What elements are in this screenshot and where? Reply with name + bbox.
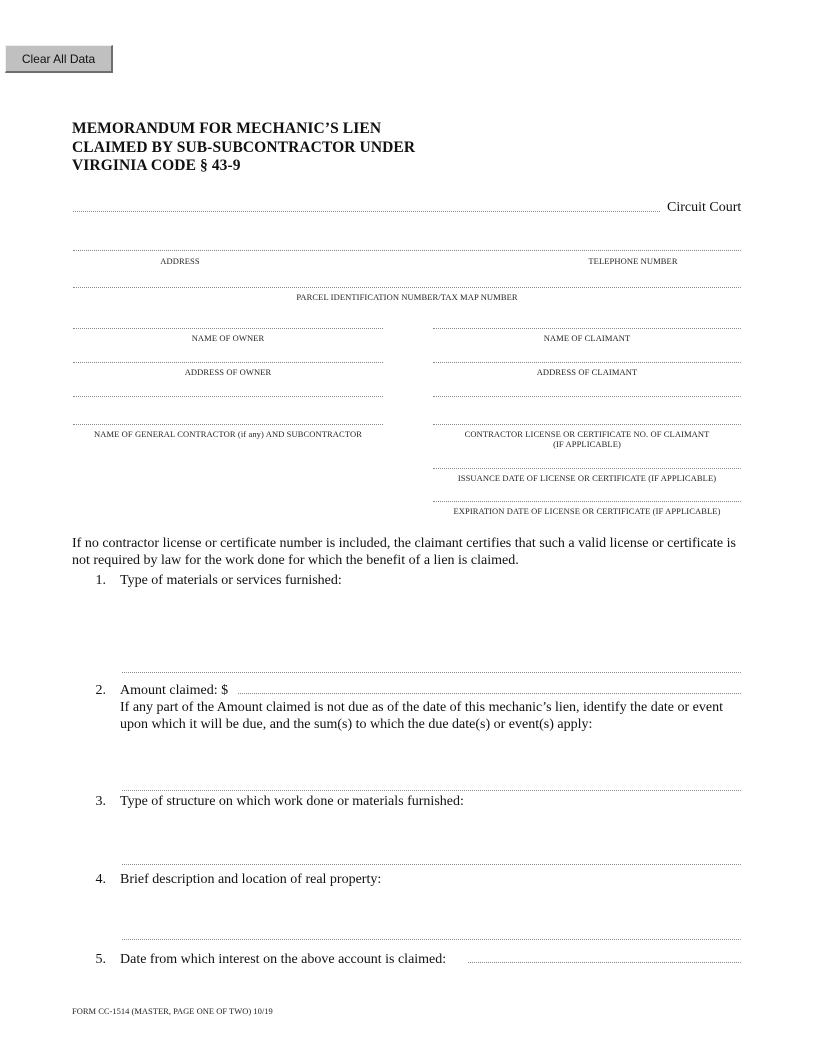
owner-name-line [73,328,383,329]
materials-input[interactable] [122,592,741,670]
claimant-address-input-2[interactable] [433,380,741,396]
address-telephone-line [73,250,741,251]
issuance-date-caption: ISSUANCE DATE OF LICENSE OR CERTIFICATE (IF APPLICABLE) [457,473,717,483]
circuit-court-label: Circuit Court [667,200,742,215]
amount-line [238,693,741,694]
address-caption: ADDRESS [160,256,200,266]
court-line [73,211,660,212]
claimant-name-line [433,328,741,329]
license-number-caption [425,429,749,449]
item-1-label: Type of materials or services furnished: [120,573,342,588]
general-contractor-line [73,424,383,425]
amount-input[interactable] [238,677,741,693]
issuance-date-line [433,468,741,469]
form-title [72,120,415,176]
item-1-number: 1. [95,573,106,588]
item-2-number: 2. [95,683,106,698]
owner-address-input-2[interactable] [73,380,383,396]
owner-name-caption: NAME OF OWNER [191,333,265,343]
property-description-input[interactable] [122,891,741,937]
owner-address-line [73,362,383,363]
claimant-address-line-2 [433,396,741,397]
expiration-date-caption: EXPIRATION DATE OF LICENSE OR CERTIFICATE (IF APPLICABLE) [453,506,721,516]
item-5-label: Date from which interest on the above account is claimed: [120,952,447,967]
item-3-label: Type of structure on which work done or materials furnished: [120,794,464,809]
form-footer: FORM CC-1514 (MASTER, PAGE ONE OF TWO) 10/19 [72,1006,273,1016]
license-number-input[interactable] [433,408,741,424]
issuance-date-input[interactable] [433,452,741,468]
parcel-caption: PARCEL IDENTIFICATION NUMBER/TAX MAP NUMBER [296,292,518,302]
claimant-address-caption: ADDRESS OF CLAIMANT [536,367,638,377]
license-number-caption-line-1: CONTRACTOR LICENSE OR CERTIFICATE NO. OF CLAIMANT [464,429,710,439]
item-2-label: Amount claimed: $ [120,683,229,698]
title-line-2: CLAIMED BY SUB-SUBCONTRACTOR UNDER [72,138,416,156]
owner-address-input[interactable] [73,346,383,362]
structure-type-input[interactable] [122,813,741,863]
telephone-input[interactable] [525,234,741,250]
item-4-label: Brief description and location of real property: [120,872,382,887]
expiration-date-input[interactable] [433,485,741,501]
telephone-caption: TELEPHONE NUMBER [588,256,678,266]
item-3-number: 3. [95,794,106,809]
title-line-1: MEMORANDUM FOR MECHANIC’S LIEN [72,120,382,137]
structure-type-line [122,864,741,865]
parcel-line [73,287,741,288]
item-5-number: 5. [95,952,106,967]
claimant-address-input[interactable] [433,346,741,362]
amount-due-details-line [122,790,741,791]
owner-address-caption: ADDRESS OF OWNER [184,367,272,377]
general-contractor-caption: NAME OF GENERAL CONTRACTOR (if any) AND SUBCONTRACTOR [94,429,362,439]
title-line-3: VIRGINIA CODE § 43-9 [72,157,241,174]
general-contractor-input[interactable] [73,408,383,424]
interest-date-line [468,962,741,963]
license-number-line [433,424,741,425]
amount-due-details-input[interactable] [122,738,741,788]
expiration-date-line [433,501,741,502]
claimant-name-caption: NAME OF CLAIMANT [543,333,631,343]
interest-date-input[interactable] [468,946,741,962]
property-description-line [122,939,741,940]
owner-address-line-2 [73,396,383,397]
address-input[interactable] [73,234,513,250]
claimant-address-line [433,362,741,363]
parcel-input[interactable] [73,271,741,287]
item-2-note: If any part of the Amount claimed is not due as of the date of this mechanic’s lien, identify the date or event upon which it will be due, and the sum(s) to which the due date(s) or event(s) apply: [120,700,723,732]
circuit-court-input[interactable] [73,195,660,211]
item-4-number: 4. [95,872,106,887]
materials-line [122,672,741,673]
claimant-name-input[interactable] [433,312,741,328]
license-notice: If no contractor license or certificate number is included, the claimant certifies that such a valid license or certificate is not required by law for the work done for which the benefit of a lien is claimed. [72,536,736,568]
owner-name-input[interactable] [73,312,383,328]
license-number-caption-line-2: (IF APPLICABLE) [553,439,621,449]
clear-all-data-button[interactable]: Clear All Data [5,45,113,73]
